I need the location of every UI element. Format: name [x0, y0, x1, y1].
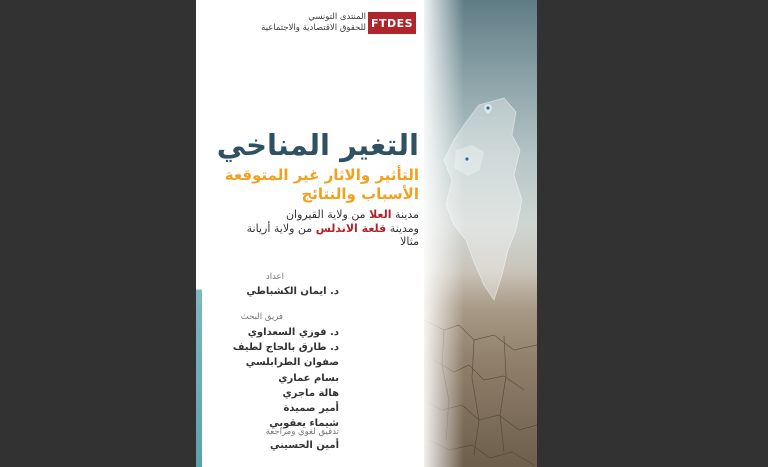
- team-label: فريق البحث: [240, 312, 283, 322]
- team-list: [233, 325, 339, 431]
- desc-line1: [247, 208, 419, 222]
- org-name: [216, 12, 366, 34]
- subtitle-line2: الأسباب والنتائج: [301, 185, 419, 203]
- desc-line2: [247, 222, 419, 236]
- desc-text: مدينة: [391, 208, 419, 221]
- org-name-line1: المنتدى التونسي: [308, 12, 366, 22]
- team-member: هالة ماجري: [282, 387, 339, 399]
- map-pin-icon: [484, 104, 492, 114]
- org-name-line2: للحقوق الاقتصادية والاجتماعية: [261, 23, 366, 33]
- desc-highlight: العلا: [369, 208, 392, 221]
- case-description: [247, 208, 419, 249]
- team-member: د. طارق بالحاج لطيف: [232, 342, 339, 354]
- report-cover: [196, 0, 537, 467]
- prepared-label: اعداد: [265, 272, 284, 282]
- subtitle-line1: التأثير والاثار غير المتوقعة: [224, 166, 419, 184]
- reviewer-name: أمين الحسيني: [269, 440, 339, 451]
- teal-side-strip: [196, 0, 202, 467]
- desc-line3: مثالا: [400, 235, 419, 248]
- desc-text: من ولاية أريانة: [246, 221, 316, 235]
- team-member: شيماء يعقوبي: [269, 418, 339, 430]
- subtitle: [225, 166, 419, 204]
- team-member: صفوان الطرابلسي: [245, 357, 339, 369]
- desc-highlight: قلعة الاندلس: [315, 221, 387, 235]
- team-member: أمير صميدة: [283, 403, 339, 415]
- photo-fade-overlay: [424, 0, 464, 467]
- team-member: د. فوزي السعداوي: [247, 327, 339, 338]
- ftdes-logo: FTDES: [368, 12, 416, 34]
- map-pin-icon: [463, 155, 471, 165]
- author-name: د. ايمان الكشباطي: [246, 286, 339, 297]
- desc-text: ومدينة: [386, 221, 419, 235]
- desc-text: من ولاية القيروان: [285, 208, 370, 221]
- team-member: بسام عماري: [278, 372, 339, 384]
- page-title: التغير المناخي: [216, 128, 419, 162]
- review-label: تدقيق لغوي ومراجعة: [265, 427, 339, 437]
